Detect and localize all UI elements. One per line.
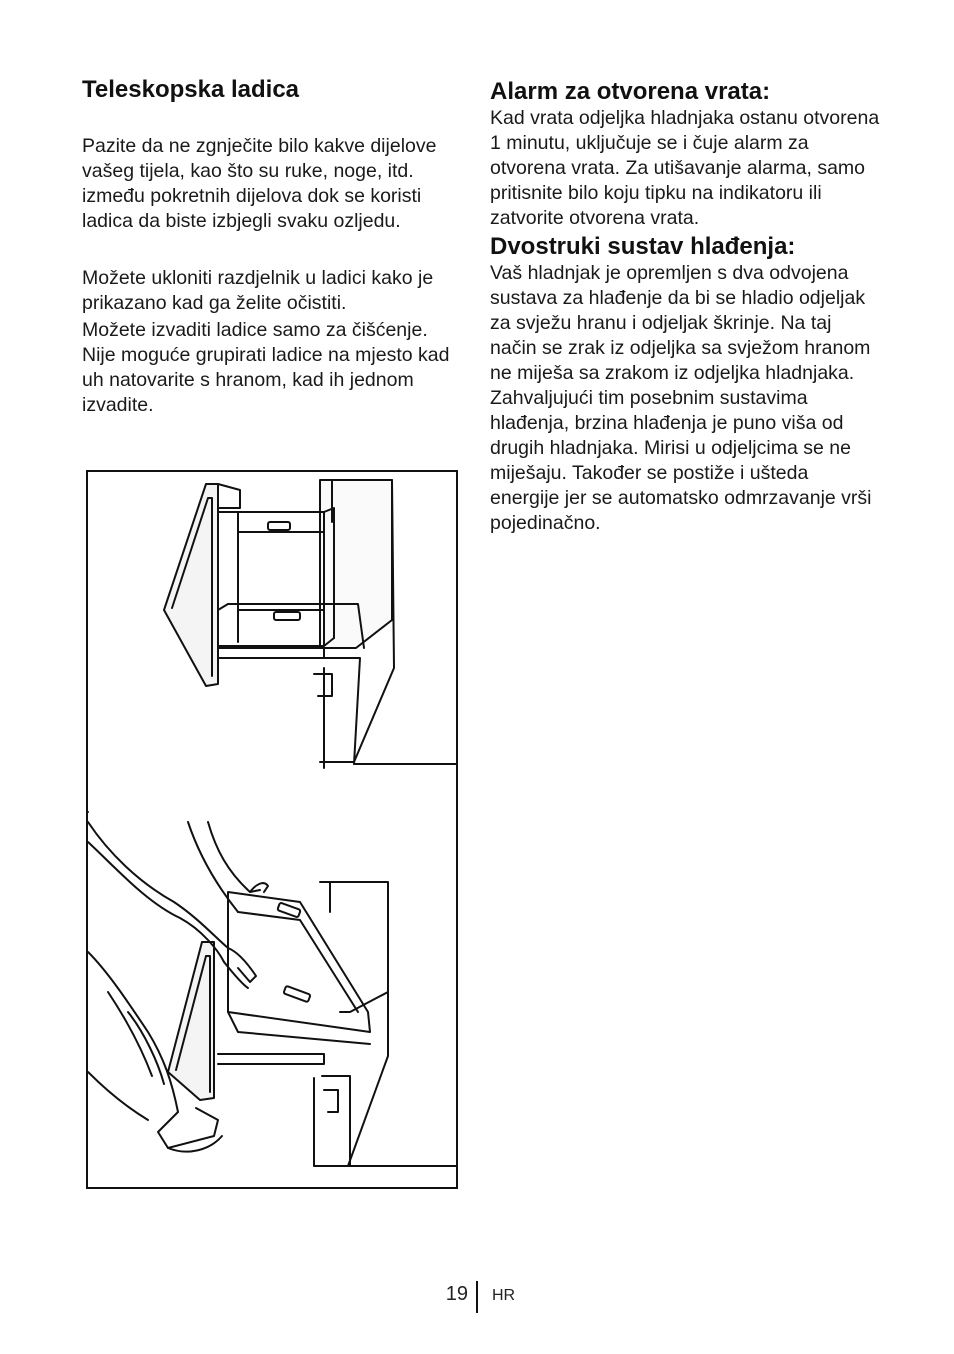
drawer-illustration bbox=[88, 472, 456, 1187]
paragraph-door-alarm: Kad vrata odjeljka hladnjaka ostanu otvorena 1 minutu, uključuje se i čuje alarm za otvorena vrata. Za utišavanje alarma, samo pritisnite bilo koju tipku na indikatoru ili zatvorite otvorena vrata. bbox=[490, 107, 880, 229]
footer-divider bbox=[476, 1281, 478, 1313]
paragraph-remove-drawers: Možete izvaditi ladice samo za čišćenje. Nije moguće grupirati ladice na mjesto kad uh natovarite s hranom, kad ih jednom izvadite. bbox=[82, 319, 450, 416]
left-column bbox=[82, 76, 462, 418]
heading-door-alarm: Alarm za otvorena vrata: bbox=[490, 78, 771, 105]
paragraph-safety-warning: Pazite da ne zgnječite bilo kakve dijelove vašeg tijela, kao što su ruke, noge, itd. između pokretnih dijelova dok se koristi ladica da biste izbjegli svaku ozljedu. bbox=[82, 135, 437, 232]
drawer-open-illustration bbox=[164, 480, 456, 768]
paragraph-remove-divider: Možete ukloniti razdjelnik u ladici kako je prikazano kad ga želite očistiti. bbox=[82, 267, 434, 314]
page-number: 19 bbox=[445, 1283, 468, 1305]
drawer-illustration-frame bbox=[86, 470, 458, 1189]
heading-telescopic-drawer: Teleskopska ladica bbox=[82, 76, 300, 103]
drawer-removal-illustration bbox=[88, 822, 456, 1166]
paragraph-dual-cooling: Vaš hladnjak je opremljen s dva odvojena sustava za hlađenje da bi se hladio odjeljak za svježu hranu i odjeljak škrinje. Na taj način se zrak iz odjeljka sa svježom hranom ne miješa sa zrakom iz odjeljka hladnjaka. Zahvaljujući tim posebnim sustavima hlađenja, brzina hlađenja je puno viša od drugih hladnjaka. Mirisi u odjeljcima se ne miješaju. Također se postiže i ušteda energije jer se automatsko odmrzavanje vrši pojedinačno. bbox=[490, 262, 872, 534]
language-code: HR bbox=[492, 1287, 516, 1304]
heading-dual-cooling: Dvostruki sustav hlađenja: bbox=[490, 233, 796, 260]
page-footer bbox=[0, 1281, 954, 1313]
right-column bbox=[490, 78, 880, 536]
